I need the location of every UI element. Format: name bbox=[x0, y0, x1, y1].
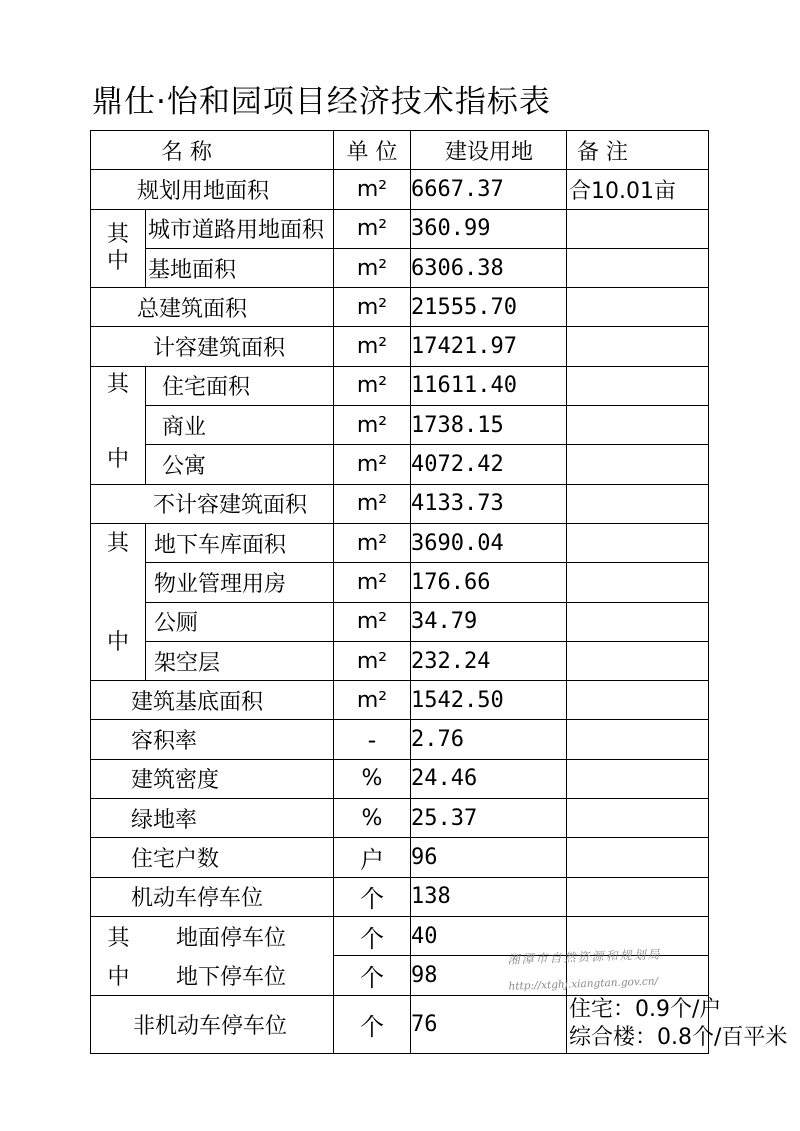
row-note: 合10.01亩 bbox=[567, 170, 709, 209]
table-row bbox=[91, 406, 709, 445]
row-unit: 个 bbox=[334, 916, 411, 955]
header-unit: 单 位 bbox=[334, 131, 411, 170]
table-row bbox=[91, 995, 709, 1053]
row-name: 建筑基底面积 bbox=[91, 681, 334, 720]
table-row bbox=[91, 445, 709, 484]
row-unit: - bbox=[334, 720, 411, 759]
table-row bbox=[91, 170, 709, 209]
row-value: 4133.73 bbox=[411, 484, 567, 523]
table-row bbox=[91, 720, 709, 759]
row-note bbox=[567, 288, 709, 327]
row-name-group bbox=[91, 916, 334, 955]
row-value: 3690.04 bbox=[411, 523, 567, 562]
row-unit: m² bbox=[334, 366, 411, 405]
group-label-qizhong: 其 中 bbox=[91, 366, 146, 484]
table-row bbox=[91, 288, 709, 327]
row-value: 21555.70 bbox=[411, 288, 567, 327]
row-value: 40 bbox=[411, 916, 567, 955]
row-value: 176.66 bbox=[411, 563, 567, 602]
row-unit: % bbox=[334, 759, 411, 798]
row-unit: m² bbox=[334, 602, 411, 641]
row-note bbox=[567, 248, 709, 287]
row-value: 138 bbox=[411, 877, 567, 916]
row-unit: m² bbox=[334, 484, 411, 523]
row-note bbox=[567, 209, 709, 248]
row-unit: m² bbox=[334, 641, 411, 680]
note-residential: 住宅：0.9个/户 bbox=[569, 996, 722, 1022]
row-unit: m² bbox=[334, 681, 411, 720]
row-name: 计容建筑面积 bbox=[91, 327, 334, 366]
row-name: 容积率 bbox=[91, 720, 334, 759]
header-value: 建设用地 bbox=[411, 131, 567, 170]
row-note bbox=[567, 406, 709, 445]
row-name: 规划用地面积 bbox=[91, 170, 334, 209]
row-unit: 个 bbox=[334, 995, 411, 1053]
row-unit: m² bbox=[334, 445, 411, 484]
table-row bbox=[91, 759, 709, 798]
row-value: 6667.37 bbox=[411, 170, 567, 209]
row-note bbox=[567, 563, 709, 602]
row-unit: m² bbox=[334, 288, 411, 327]
row-value: 17421.97 bbox=[411, 327, 567, 366]
table-row bbox=[91, 641, 709, 680]
row-name: 总建筑面积 bbox=[91, 288, 334, 327]
row-name: 绿地率 bbox=[91, 799, 334, 838]
row-unit: % bbox=[334, 799, 411, 838]
row-note bbox=[567, 484, 709, 523]
watermark-text: 湘潭市自然资源和规划局 bbox=[507, 947, 662, 967]
row-name: 地面停车位 bbox=[176, 925, 287, 951]
group-label-qi: 其 bbox=[107, 925, 130, 951]
row-name: 非机动车停车位 bbox=[91, 995, 334, 1053]
row-name: 住宅面积 bbox=[146, 366, 334, 405]
table-row bbox=[91, 799, 709, 838]
row-note bbox=[567, 641, 709, 680]
row-name: 地下停车位 bbox=[176, 964, 287, 990]
table-row bbox=[91, 838, 709, 877]
row-unit: m² bbox=[334, 170, 411, 209]
row-name: 公寓 bbox=[146, 445, 334, 484]
row-name: 架空层 bbox=[146, 641, 334, 680]
header-note: 备 注 bbox=[567, 131, 709, 170]
row-note bbox=[567, 681, 709, 720]
row-unit: 个 bbox=[334, 877, 411, 916]
row-unit: 户 bbox=[334, 838, 411, 877]
row-note bbox=[567, 799, 709, 838]
row-name: 公厕 bbox=[146, 602, 334, 641]
page-title: 鼎仕·怡和园项目经济技术指标表 bbox=[92, 84, 551, 120]
table-row bbox=[91, 563, 709, 602]
table-row bbox=[91, 248, 709, 287]
header-row bbox=[91, 131, 709, 170]
row-name: 不计容建筑面积 bbox=[91, 484, 334, 523]
header-name: 名 称 bbox=[91, 131, 334, 170]
row-note bbox=[567, 838, 709, 877]
group-label-qizhong: 其 中 bbox=[91, 523, 146, 680]
row-value: 76 bbox=[411, 995, 567, 1053]
row-name: 物业管理用房 bbox=[146, 563, 334, 602]
table-row bbox=[91, 484, 709, 523]
row-value: 232.24 bbox=[411, 641, 567, 680]
row-unit: 个 bbox=[334, 956, 411, 995]
row-value: 4072.42 bbox=[411, 445, 567, 484]
row-note bbox=[567, 445, 709, 484]
row-note bbox=[567, 523, 709, 562]
row-name: 基地面积 bbox=[146, 248, 334, 287]
group-label-zhong: 中 bbox=[107, 964, 130, 990]
table-row bbox=[91, 327, 709, 366]
row-value: 11611.40 bbox=[411, 366, 567, 405]
row-value: 98 bbox=[411, 956, 567, 995]
table-row bbox=[91, 681, 709, 720]
row-unit: m² bbox=[334, 523, 411, 562]
table-row bbox=[91, 602, 709, 641]
row-name: 商业 bbox=[146, 406, 334, 445]
table-row bbox=[91, 523, 709, 562]
row-unit: m² bbox=[334, 406, 411, 445]
row-name: 城市道路用地面积 bbox=[146, 209, 334, 248]
row-value: 96 bbox=[411, 838, 567, 877]
row-name: 住宅户数 bbox=[91, 838, 334, 877]
row-value: 34.79 bbox=[411, 602, 567, 641]
row-unit: m² bbox=[334, 327, 411, 366]
row-value: 24.46 bbox=[411, 759, 567, 798]
row-name: 建筑密度 bbox=[91, 759, 334, 798]
table-row bbox=[91, 209, 709, 248]
row-unit: m² bbox=[334, 248, 411, 287]
table-row bbox=[91, 877, 709, 916]
row-name: 机动车停车位 bbox=[91, 877, 334, 916]
row-note bbox=[567, 366, 709, 405]
watermark-url: http://xtghj.xiangtan.gov.cn/ bbox=[508, 975, 659, 993]
row-name-group bbox=[91, 956, 334, 995]
row-value: 25.37 bbox=[411, 799, 567, 838]
note-complex: 综合楼：0.8个/百平米 bbox=[569, 1025, 788, 1051]
row-name: 地下车库面积 bbox=[146, 523, 334, 562]
table-row bbox=[91, 366, 709, 405]
row-note bbox=[567, 995, 788, 1053]
group-label-qizhong: 其 中 bbox=[91, 209, 146, 288]
row-unit: m² bbox=[334, 209, 411, 248]
row-note bbox=[567, 720, 709, 759]
row-value: 6306.38 bbox=[411, 248, 567, 287]
watermark bbox=[507, 945, 662, 992]
row-value: 360.99 bbox=[411, 209, 567, 248]
row-value: 1738.15 bbox=[411, 406, 567, 445]
row-value: 2.76 bbox=[411, 720, 567, 759]
row-note bbox=[567, 877, 709, 916]
row-note bbox=[567, 602, 709, 641]
row-unit: m² bbox=[334, 563, 411, 602]
row-note bbox=[567, 327, 709, 366]
row-value: 1542.50 bbox=[411, 681, 567, 720]
row-note bbox=[567, 759, 709, 798]
indicator-table bbox=[90, 130, 788, 1054]
